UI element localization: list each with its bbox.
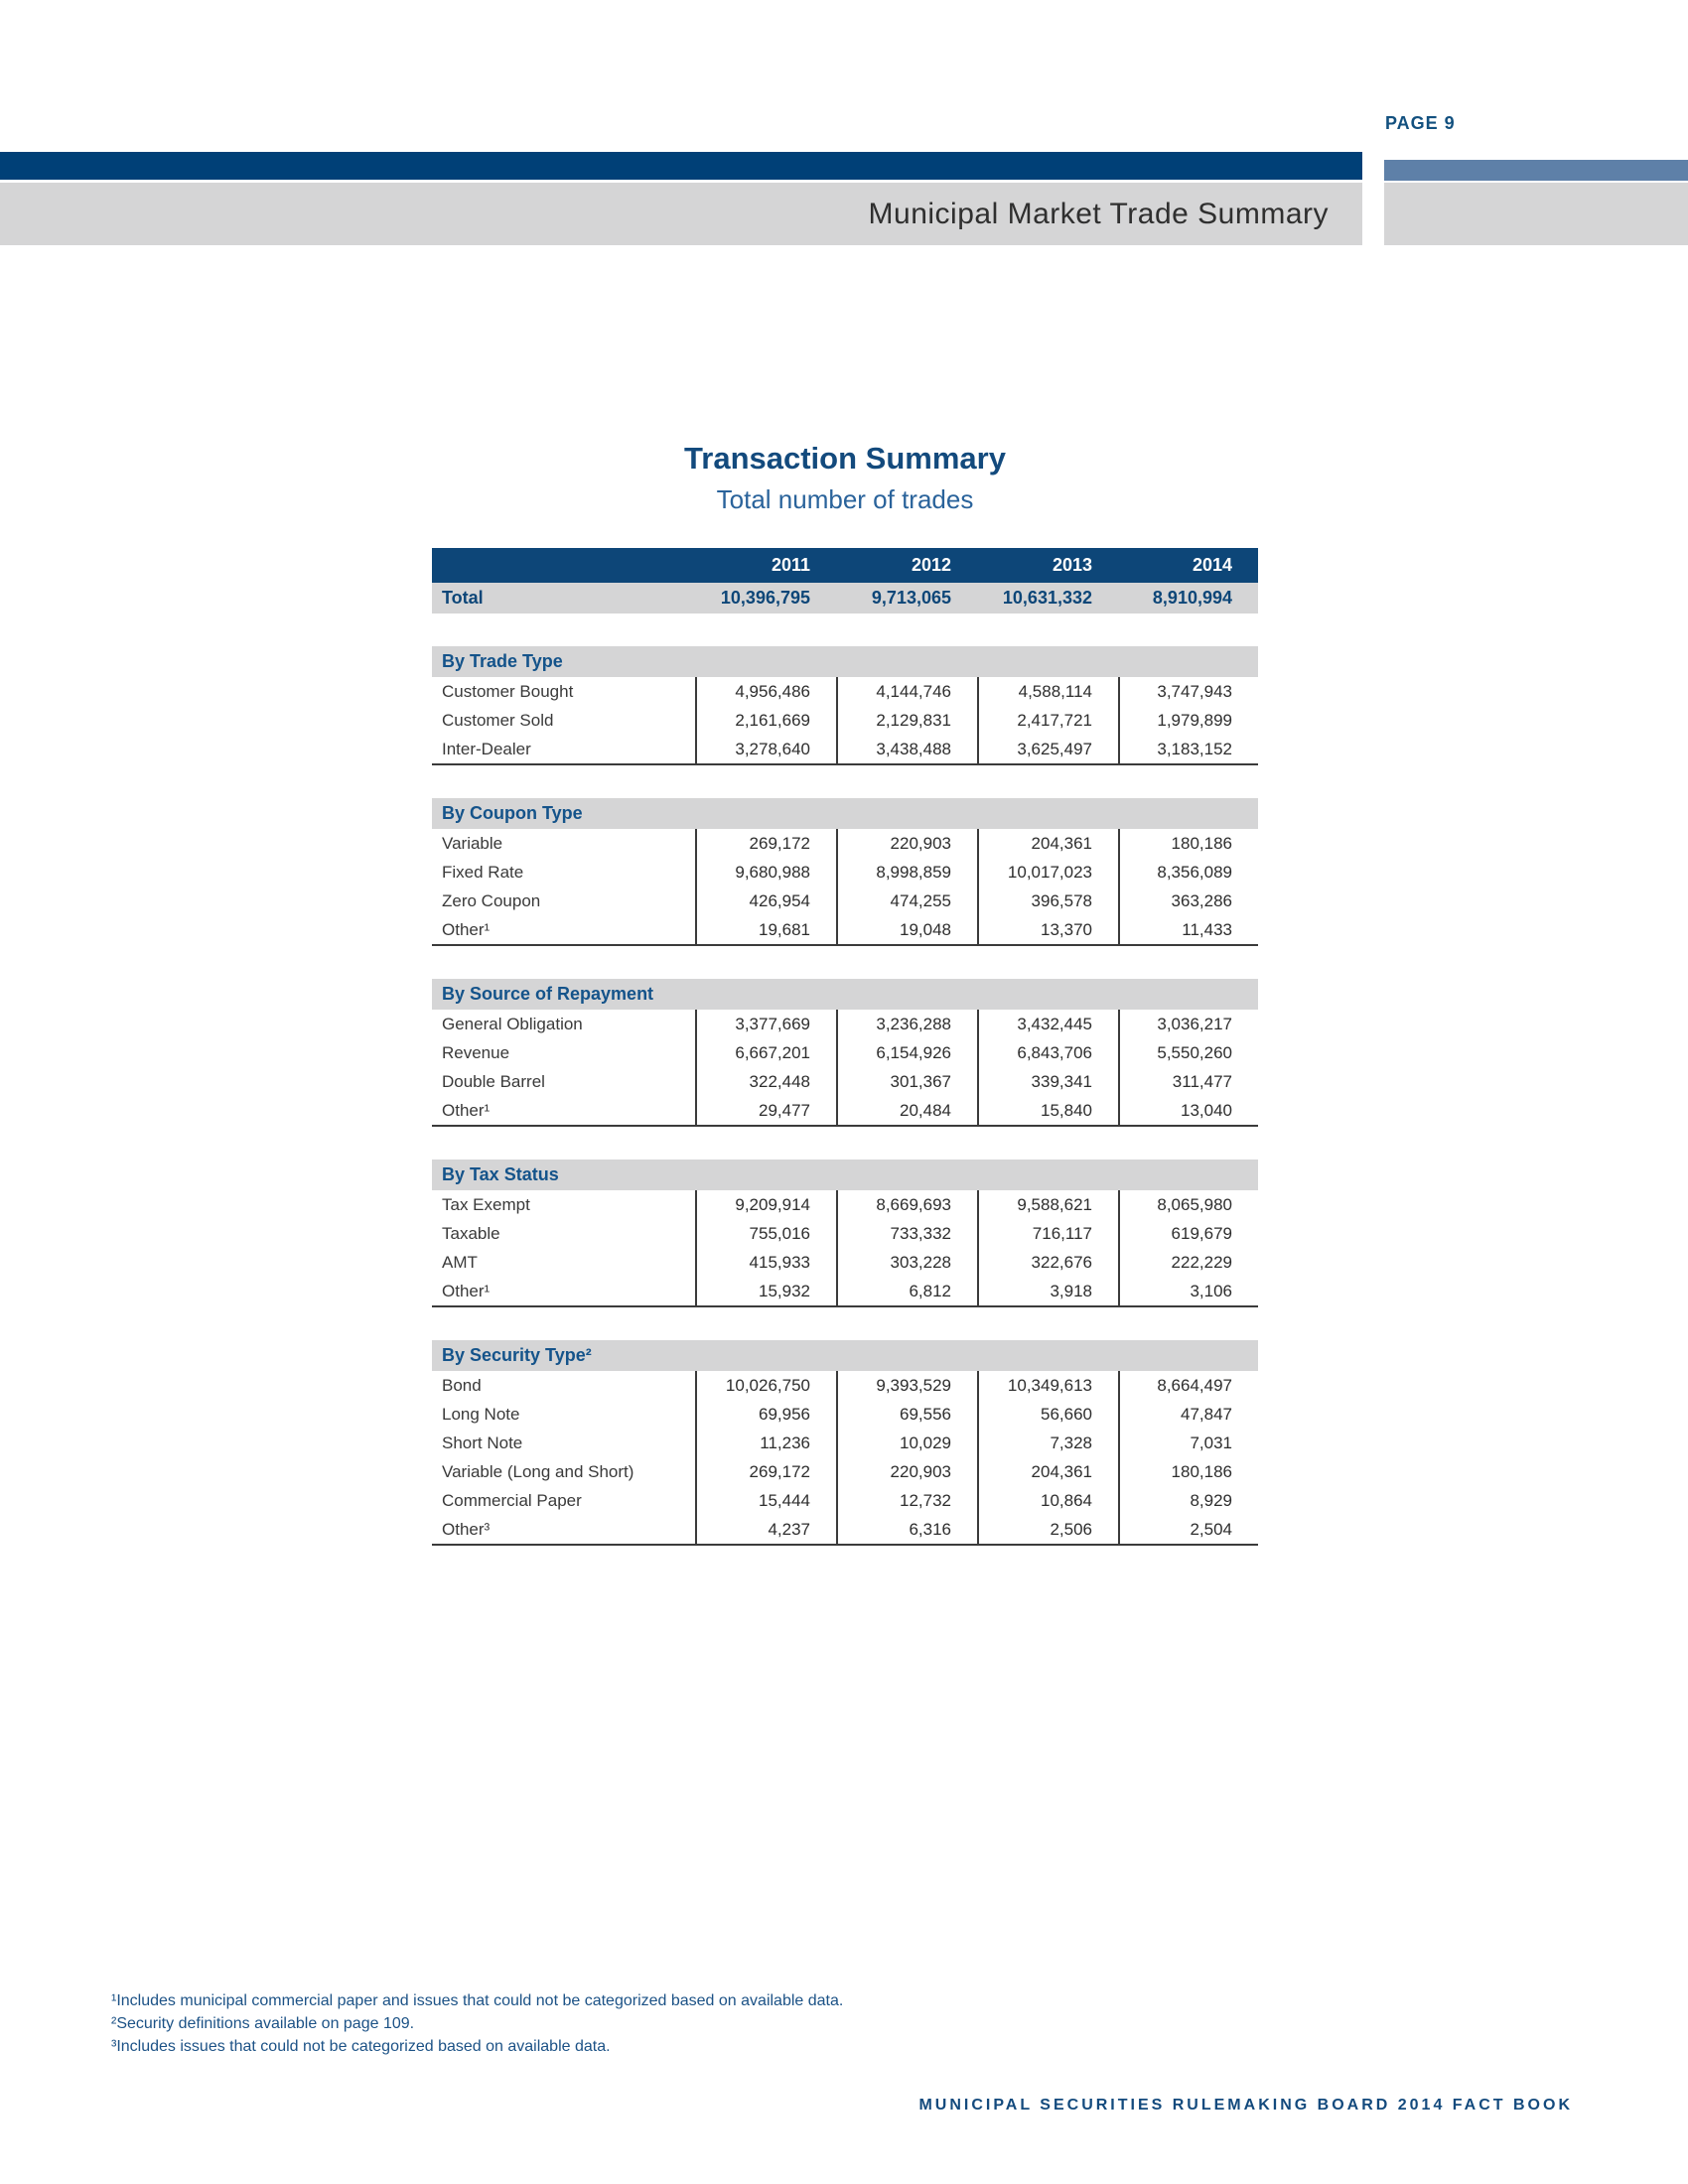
row-value: 3,183,152 (1118, 735, 1258, 763)
section-heading: By Source of Repayment (432, 979, 1258, 1010)
total-row (432, 583, 1258, 614)
total-value: 9,713,065 (871, 588, 951, 608)
row-value: 3,438,488 (836, 735, 977, 763)
row-value: 3,747,943 (1118, 677, 1258, 706)
table-row (432, 915, 1258, 944)
row-value: 269,172 (695, 1457, 836, 1486)
row-value: 2,417,721 (977, 706, 1118, 735)
row-value: 11,433 (1118, 915, 1258, 944)
section-rows (432, 1371, 1258, 1546)
total-value: 10,631,332 (1002, 588, 1092, 608)
row-value: 7,328 (977, 1429, 1118, 1457)
row-value: 3,432,445 (977, 1010, 1118, 1038)
header-navy-bar (0, 152, 1362, 180)
year-column-header: 2012 (911, 555, 951, 575)
row-value: 9,209,914 (695, 1190, 836, 1219)
transaction-summary-table (432, 441, 1258, 1546)
table-row (432, 858, 1258, 887)
row-label: Short Note (442, 1433, 523, 1452)
row-value: 10,026,750 (695, 1371, 836, 1400)
row-value: 12,732 (836, 1486, 977, 1515)
row-value: 363,286 (1118, 887, 1258, 915)
year-column-header: 2011 (771, 555, 810, 575)
footnote: ²Security definitions available on page 109. (111, 2015, 415, 2032)
row-value: 396,578 (977, 887, 1118, 915)
row-label: Double Barrel (442, 1072, 545, 1091)
row-value: 6,812 (836, 1277, 977, 1305)
header-gray-band (0, 183, 1362, 245)
page-number: PAGE 9 (1385, 113, 1456, 133)
row-value: 6,667,201 (695, 1038, 836, 1067)
row-value: 339,341 (977, 1067, 1118, 1096)
row-label: Taxable (442, 1224, 500, 1243)
row-label: Other³ (442, 1520, 491, 1539)
section-rows (432, 1190, 1258, 1307)
section-heading: By Security Type² (432, 1340, 1258, 1371)
row-label: AMT (442, 1253, 478, 1272)
row-value: 29,477 (695, 1096, 836, 1125)
row-value: 3,918 (977, 1277, 1118, 1305)
row-value: 269,172 (695, 829, 836, 858)
table-row (432, 1096, 1258, 1125)
table-section (432, 798, 1258, 946)
row-value: 303,228 (836, 1248, 977, 1277)
header-accent-bar (1384, 160, 1688, 181)
row-label: Bond (442, 1376, 482, 1395)
row-value: 15,932 (695, 1277, 836, 1305)
table-section (432, 646, 1258, 765)
row-value: 2,129,831 (836, 706, 977, 735)
row-value: 8,669,693 (836, 1190, 977, 1219)
table-row (432, 1038, 1258, 1067)
row-label: Tax Exempt (442, 1195, 530, 1214)
section-rows (432, 829, 1258, 946)
row-value: 10,864 (977, 1486, 1118, 1515)
row-value: 8,664,497 (1118, 1371, 1258, 1400)
row-value: 10,017,023 (977, 858, 1118, 887)
row-value: 222,229 (1118, 1248, 1258, 1277)
row-value: 3,236,288 (836, 1010, 977, 1038)
row-value: 311,477 (1118, 1067, 1258, 1096)
footnotes (111, 1989, 843, 2058)
row-value: 180,186 (1118, 1457, 1258, 1486)
row-value: 426,954 (695, 887, 836, 915)
row-label: Other¹ (442, 1282, 491, 1300)
row-value: 3,377,669 (695, 1010, 836, 1038)
table-subtitle: Total number of trades (716, 484, 974, 514)
table-section (432, 1340, 1258, 1546)
table-row (432, 1486, 1258, 1515)
section-rows (432, 677, 1258, 765)
row-value: 2,504 (1118, 1515, 1258, 1544)
table-row (432, 1248, 1258, 1277)
table-row (432, 1190, 1258, 1219)
table-section (432, 1160, 1258, 1307)
header-gray-band-right (1384, 183, 1688, 245)
row-value: 20,484 (836, 1096, 977, 1125)
footnote: ¹Includes municipal commercial paper and issues that could not be categorized based on available data. (111, 1992, 844, 2009)
row-value: 322,676 (977, 1248, 1118, 1277)
row-value: 6,154,926 (836, 1038, 977, 1067)
row-label: Zero Coupon (442, 891, 541, 910)
row-label: Other¹ (442, 1101, 491, 1120)
total-value: 10,396,795 (720, 588, 810, 608)
row-label: Fixed Rate (442, 863, 524, 882)
page-title: Municipal Market Trade Summary (868, 197, 1329, 230)
table-row (432, 1219, 1258, 1248)
row-value: 69,556 (836, 1400, 977, 1429)
table-row (432, 1515, 1258, 1544)
table-row (432, 887, 1258, 915)
row-label: Commercial Paper (442, 1491, 582, 1510)
row-label: Inter-Dealer (442, 740, 531, 758)
row-label: Customer Bought (442, 682, 574, 701)
row-value: 4,588,114 (977, 677, 1118, 706)
row-value: 220,903 (836, 1457, 977, 1486)
table-row (432, 1010, 1258, 1038)
table-row (432, 1371, 1258, 1400)
row-value: 13,370 (977, 915, 1118, 944)
document-footer: MUNICIPAL SECURITIES RULEMAKING BOARD 2014 FACT BOOK (918, 2097, 1573, 2114)
year-column-header: 2014 (1192, 555, 1232, 575)
row-value: 8,065,980 (1118, 1190, 1258, 1219)
row-value: 474,255 (836, 887, 977, 915)
row-value: 3,106 (1118, 1277, 1258, 1305)
row-value: 755,016 (695, 1219, 836, 1248)
section-rows (432, 1010, 1258, 1127)
row-value: 19,048 (836, 915, 977, 944)
row-label: Long Note (442, 1405, 520, 1424)
table-row (432, 735, 1258, 763)
total-value: 8,910,994 (1152, 588, 1232, 608)
table-sections (432, 646, 1258, 1546)
row-value: 9,680,988 (695, 858, 836, 887)
row-value: 13,040 (1118, 1096, 1258, 1125)
row-value: 180,186 (1118, 829, 1258, 858)
row-value: 4,144,746 (836, 677, 977, 706)
row-label: Variable (Long and Short) (442, 1462, 634, 1481)
row-value: 8,929 (1118, 1486, 1258, 1515)
row-value: 322,448 (695, 1067, 836, 1096)
row-value: 220,903 (836, 829, 977, 858)
row-value: 3,278,640 (695, 735, 836, 763)
table-row (432, 1429, 1258, 1457)
row-value: 69,956 (695, 1400, 836, 1429)
row-value: 6,843,706 (977, 1038, 1118, 1067)
row-value: 733,332 (836, 1219, 977, 1248)
table-section (432, 979, 1258, 1127)
table-row (432, 1400, 1258, 1429)
row-value: 3,625,497 (977, 735, 1118, 763)
table-row (432, 706, 1258, 735)
row-value: 301,367 (836, 1067, 977, 1096)
row-value: 415,933 (695, 1248, 836, 1277)
row-value: 1,979,899 (1118, 706, 1258, 735)
row-value: 47,847 (1118, 1400, 1258, 1429)
row-label: Variable (442, 834, 503, 853)
table-title: Transaction Summary (684, 441, 1006, 476)
row-value: 10,349,613 (977, 1371, 1118, 1400)
row-value: 8,998,859 (836, 858, 977, 887)
row-value: 15,840 (977, 1096, 1118, 1125)
row-value: 619,679 (1118, 1219, 1258, 1248)
table-row (432, 1277, 1258, 1305)
row-value: 11,236 (695, 1429, 836, 1457)
row-value: 2,506 (977, 1515, 1118, 1544)
row-label: Revenue (442, 1043, 510, 1062)
row-value: 8,356,089 (1118, 858, 1258, 887)
table-header-row (432, 548, 1258, 583)
year-column-header: 2013 (1052, 555, 1092, 575)
section-heading: By Coupon Type (432, 798, 1258, 829)
row-value: 56,660 (977, 1400, 1118, 1429)
row-value: 204,361 (977, 1457, 1118, 1486)
row-value: 19,681 (695, 915, 836, 944)
row-value: 7,031 (1118, 1429, 1258, 1457)
table-row (432, 829, 1258, 858)
total-label: Total (442, 588, 484, 608)
row-value: 15,444 (695, 1486, 836, 1515)
table-row (432, 677, 1258, 706)
header-spacer-cell (432, 548, 695, 583)
row-value: 5,550,260 (1118, 1038, 1258, 1067)
section-heading: By Trade Type (432, 646, 1258, 677)
row-value: 9,588,621 (977, 1190, 1118, 1219)
row-value: 6,316 (836, 1515, 977, 1544)
table-row (432, 1067, 1258, 1096)
row-value: 4,237 (695, 1515, 836, 1544)
row-value: 204,361 (977, 829, 1118, 858)
row-value: 4,956,486 (695, 677, 836, 706)
row-value: 10,029 (836, 1429, 977, 1457)
table-row (432, 1457, 1258, 1486)
row-value: 9,393,529 (836, 1371, 977, 1400)
row-value: 716,117 (977, 1219, 1118, 1248)
section-heading: By Tax Status (432, 1160, 1258, 1190)
row-value: 2,161,669 (695, 706, 836, 735)
row-value: 3,036,217 (1118, 1010, 1258, 1038)
footnote: ³Includes issues that could not be categorized based on available data. (111, 2038, 611, 2055)
row-label: Other¹ (442, 920, 491, 939)
row-label: General Obligation (442, 1015, 583, 1033)
row-label: Customer Sold (442, 711, 554, 730)
